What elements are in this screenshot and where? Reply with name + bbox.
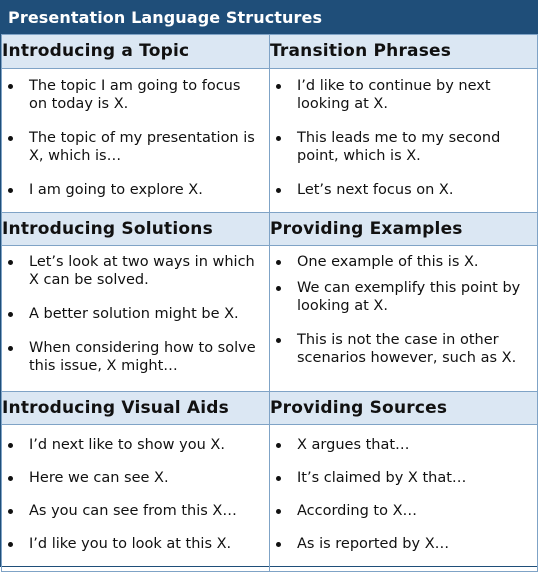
phrase-item: The topic I am going to focus on today is X. [2,77,269,113]
phrase-item: This leads me to my second point, which is X. [270,129,537,165]
phrase-item: This is not the case in other scenarios however, such as X. [270,331,537,367]
phrase-item: I’d like you to look at this X. [2,535,269,553]
structures-table [1,34,538,572]
phrase-item: Here we can see X. [2,469,269,487]
section-heading-providing-examples: Providing Examples [270,213,538,246]
phrase-item: I am going to explore X. [2,181,269,199]
phrase-item: As is reported by X… [270,535,537,553]
phrase-list [2,246,269,375]
phrase-item: One example of this is X. [270,253,537,271]
phrase-list [2,425,269,553]
phrase-list [2,69,269,199]
phrase-list [270,69,537,199]
section-body-providing-examples [270,246,538,392]
section-body-introducing-topic [2,69,270,213]
phrase-list [270,246,537,367]
section-heading-introducing-solutions: Introducing Solutions [2,213,270,246]
phrase-list [270,425,537,553]
phrase-item: Let’s next focus on X. [270,181,537,199]
phrase-item: When considering how to solve this issue, X might… [2,339,269,375]
phrase-item: According to X… [270,502,537,520]
phrase-item: I’d like to continue by next looking at X. [270,77,537,113]
phrase-item: The topic of my presentation is X, which is… [2,129,269,165]
phrase-item: X argues that… [270,436,537,454]
phrase-item: As you can see from this X… [2,502,269,520]
phrase-item: We can exemplify this point by looking at X. [270,279,537,315]
phrase-item: Let’s look at two ways in which X can be solved. [2,253,269,289]
section-heading-providing-sources: Providing Sources [270,392,538,425]
section-heading-transition-phrases: Transition Phrases [270,35,538,69]
phrase-item: It’s claimed by X that… [270,469,537,487]
section-body-providing-sources [270,425,538,572]
section-body-transition-phrases [270,69,538,213]
phrase-item: A better solution might be X. [2,305,269,323]
phrase-item: I’d next like to show you X. [2,436,269,454]
section-heading-introducing-topic: Introducing a Topic [2,35,270,69]
section-body-introducing-solutions [2,246,270,392]
section-heading-introducing-visual-aids: Introducing Visual Aids [2,392,270,425]
sheet-title: Presentation Language Structures [1,1,537,34]
section-body-introducing-visual-aids [2,425,270,572]
